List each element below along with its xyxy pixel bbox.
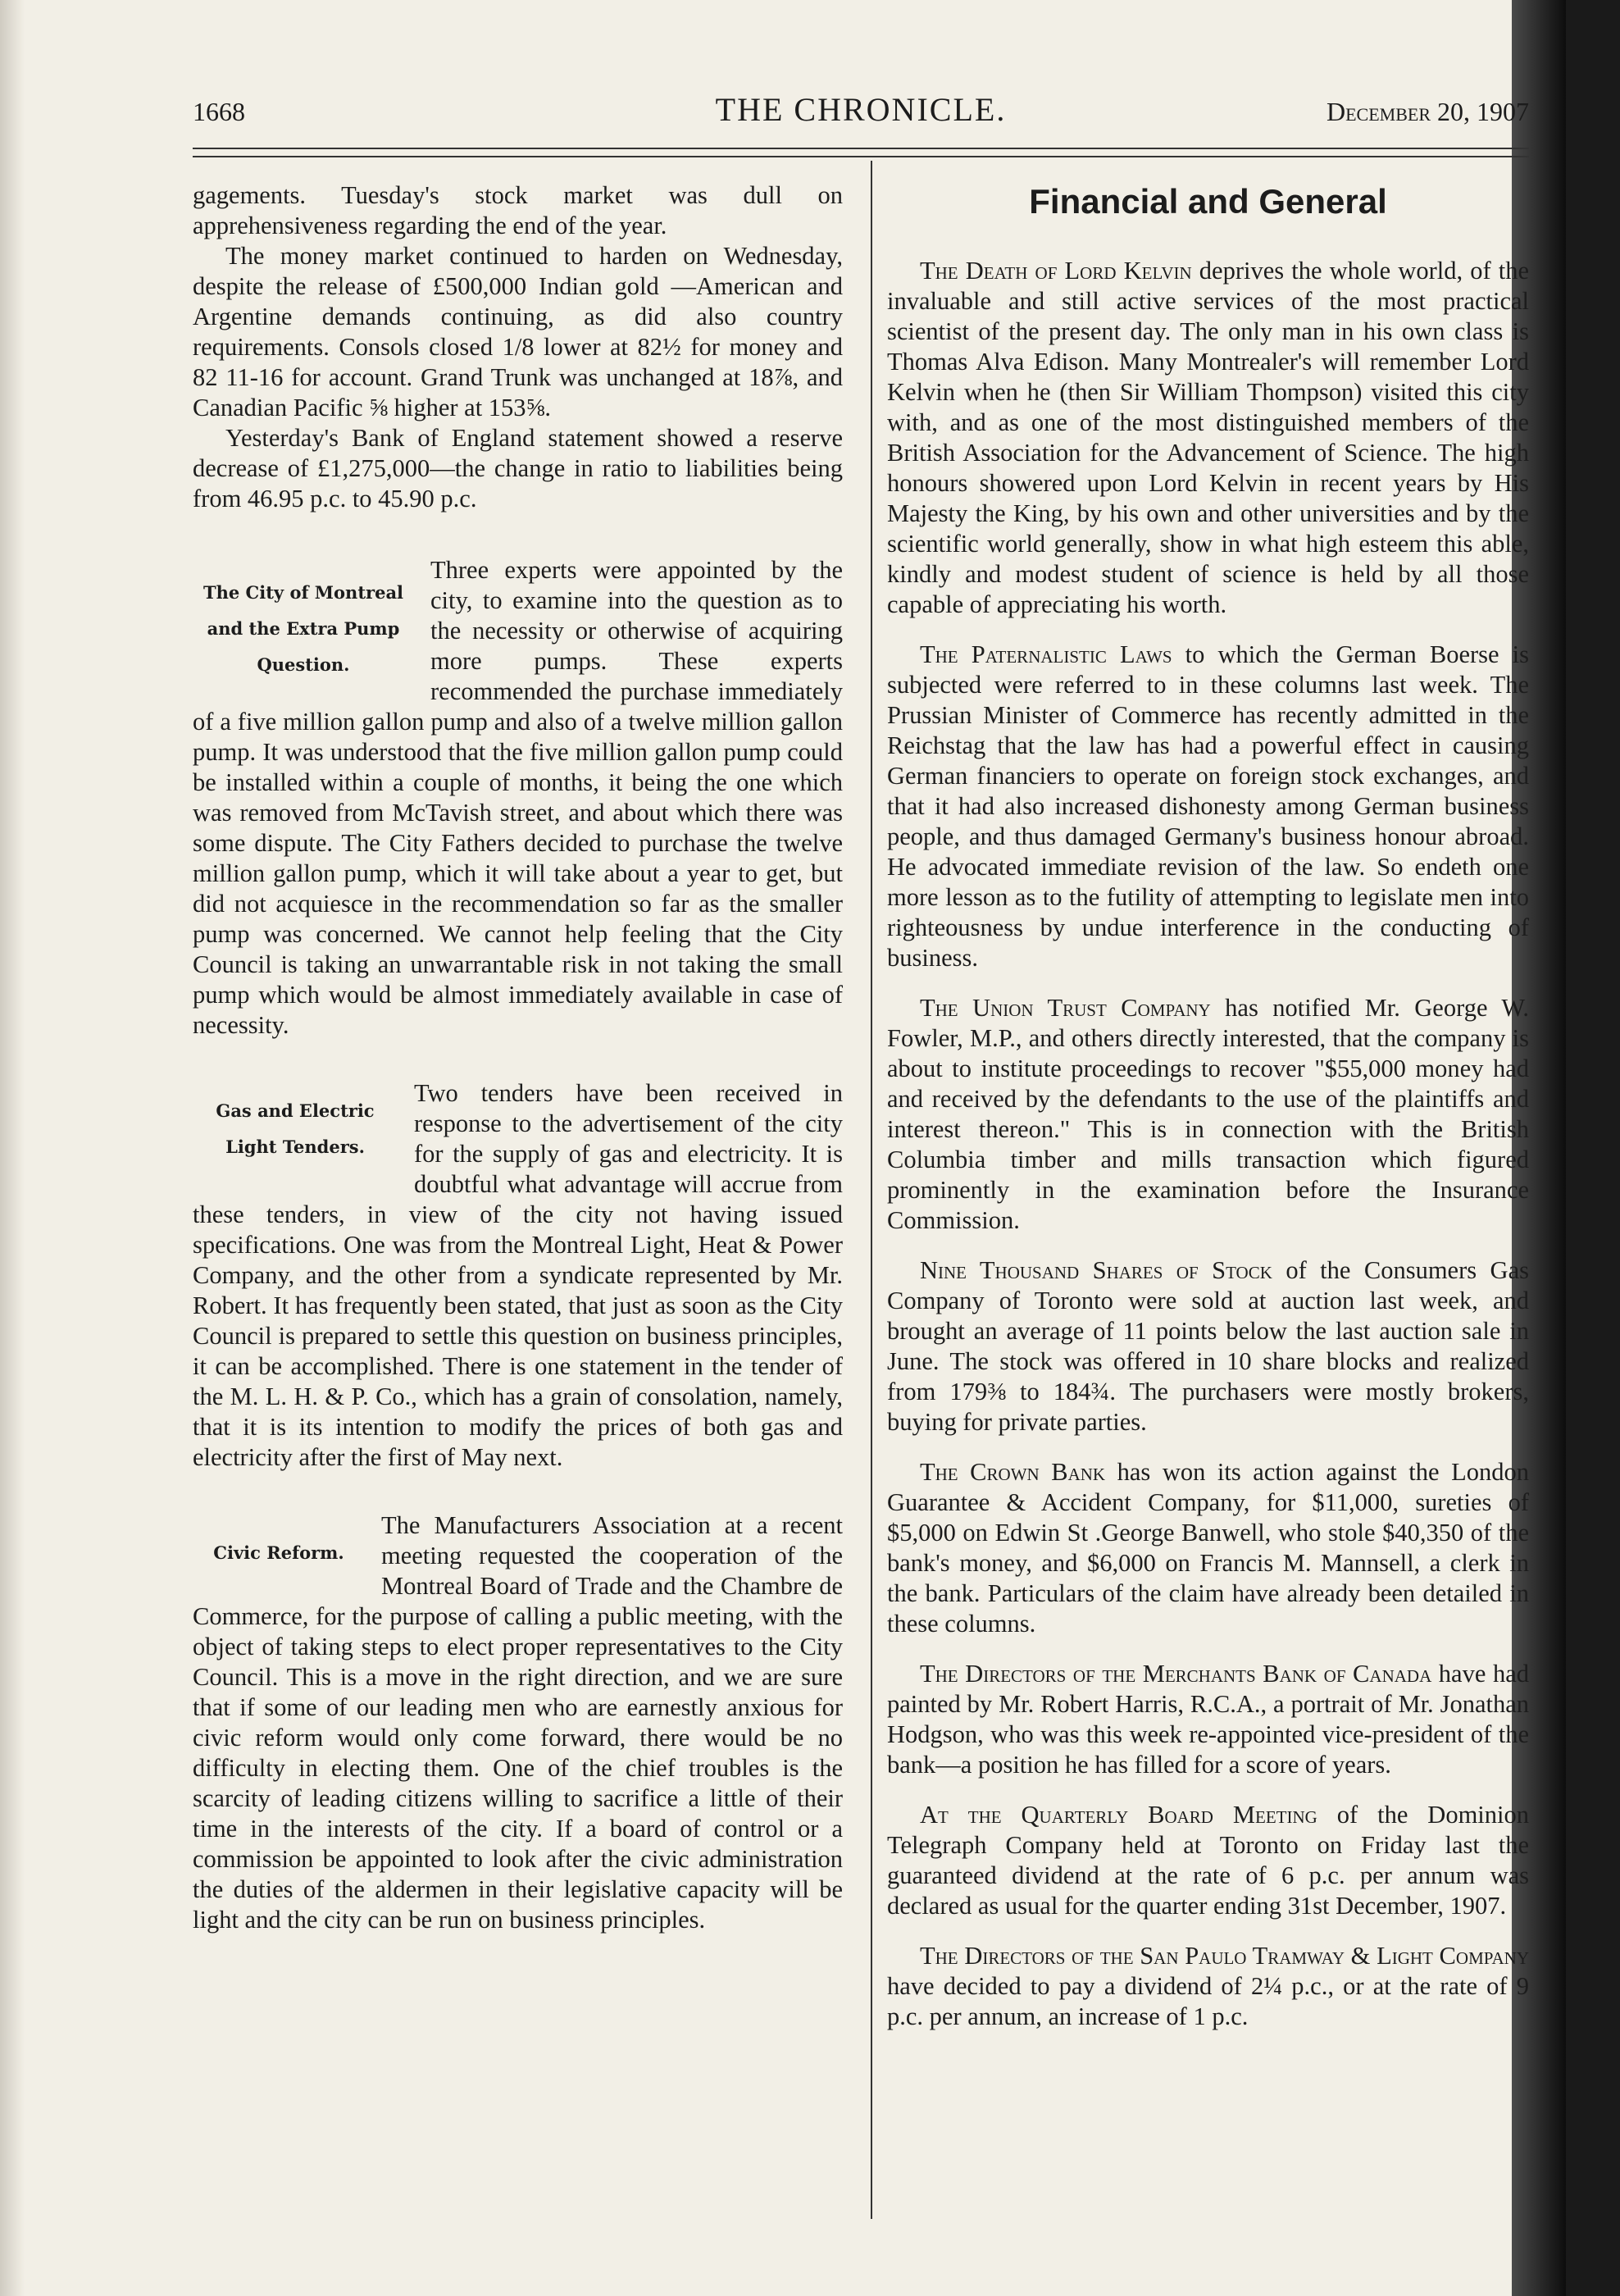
- opening-fragment: gagements. Tuesday's stock market was dull on apprehensiveness regarding the end of the year.: [193, 181, 843, 239]
- news-item: [887, 1255, 1529, 1437]
- item-text: have had painted by Mr. Robert Harris, R.C.A., a portrait of Mr. Jonathan Hodgson, who was this week re-appointed vice-president of the bank—a position he has filled for a score of years.: [887, 1660, 1529, 1779]
- item-lead: The Directors of the Merchants Bank of Canada: [920, 1660, 1432, 1688]
- item-lead: At the Quarterly Board Meeting: [920, 1801, 1317, 1829]
- news-item: [887, 640, 1529, 973]
- news-item: [887, 1941, 1529, 2032]
- news-item: [887, 1800, 1529, 1921]
- article-body: Two tenders have been received in response to the advertisement of the city for the supply of gas and electricity. It is doubtful what advantage will accrue from these tenders, in view of the city not having issued specifications. One was from the Montreal Light, Heat & Power Company, and the other from a syndicate represented by Mr. Robert. It has frequently been stated, that just as soon as the City Council is prepared to settle this question on business principles, it can be accomplished. There is one statement in the tender of the M. L. H. & P. Co., which has a grain of consolation, namely, that it is its intention to modify the prices of both gas and electricity after the first of May next.: [193, 1079, 843, 1471]
- column-divider: [871, 161, 872, 2219]
- article-body: Three experts were appointed by the city, to examine into the question as to the necessity or otherwise of acquiring more pumps. These experts recommended the purchase immediately of a five million gallon pump and also of a twelve million gallon pump. It was understood that the five million gallon pump could be installed within a couple of months, it being the one which was removed from McTavish street, and about which there was some dispute. The City Fathers decided to purchase the twelve million gallon pump, which it will take about a year to get, but did not acquiesce in the recommendation so far as the smaller pump was concerned. We cannot help feeling that the City Council is taking an unwarrantable risk in not taking the small pump which would be almost immediately available in case of necessity.: [193, 556, 843, 1039]
- side-heading: The City of Montreal and the Extra Pump Question.: [202, 582, 404, 675]
- page-binding-shadow: [0, 0, 25, 2296]
- money-market-paragraph: The money market continued to harden on Wednesday, despite the release of £500,000 Indian gold —American and Argentine demands continuing, as did also country requirements. Consols closed 1/8 lower at 82½ for money and 82 11-16 for account. Grand Trunk was unchanged at 18⅞, and Canadian Pacific ⅝ higher at 153⅝.: [193, 242, 843, 421]
- article-extra-pump: [193, 555, 843, 1041]
- news-item: [887, 256, 1529, 620]
- item-text: of the Dominion Telegraph Company held at Toronto on Friday last the guaranteed dividend at the rate of 6 p.c. per annum was declared as usual for the quarter ending 31st December, 1907.: [887, 1801, 1529, 1920]
- publication-title: THE CHRONICLE.: [715, 91, 1007, 128]
- item-text: to which the German Boerse is subjected were referred to in these columns last week. The Prussian Minister of Commerce has recently admitted in the Reichstag that the law has had a powerful effect in causing German financiers to operate on foreign stock exchanges, and that it had also increased dishonesty among German business people, and thus damaged Germany's business honour abroad. He advocated immediate revision of the law. So endeth one more lesson as to the futility of attempting to legislate men into righteousness by undue interference in the conducting of business.: [887, 640, 1529, 972]
- item-text: deprives the whole world, of the invaluable and still active services of the most practical scientist of the present day. The only man in his own class is Thomas Alva Edison. Many Montrealer's will remember Lord Kelvin when he (then Sir William Thompson) visited this city with, and as one of the most distinguished members of the British Association for the Advancement of Science. The high honours showered upon Lord Kelvin in recent years by His Majesty the King, by his own and other universities and by the scientific world generally, show in what high esteem this able, kindly and modest student of science is held by all those capable of appreciating his worth.: [887, 257, 1529, 618]
- left-column: [193, 180, 843, 1935]
- right-column: [887, 180, 1529, 2052]
- section-title: Financial and General: [1029, 182, 1387, 221]
- article-body: The Manufacturers Association at a recent meeting requested the cooperation of the Montreal Board of Trade and the Chambre de Commerce, for the purpose of calling a public meeting, with the object of taking steps to elect proper representatives to the City Council. This is a move in the right direction, and we are sure that if some of our leading men who are earnestly anxious for civic reform would only come forward, there would be no difficulty in electing them. One of the chief troubles is the scarcity of leading citizens willing to sacrifice a little of their time in the interests of the city. If a board of control or a commission be appointed to look after the civic administration the duties of the aldermen in their legislative capacity will be light and the city can be run on business principles.: [193, 1511, 843, 1934]
- side-heading: Civic Reform.: [213, 1542, 344, 1563]
- item-lead: The Death of Lord Kelvin: [920, 257, 1192, 285]
- item-text: has won its action against the London Guarantee & Accident Company, for $11,000, sureties of $5,000 on Edwin St .George Banwell, who stole $40,350 of the bank's money, and $6,000 on Francis M. Mannsell, a clerk in the bank. Particulars of the claim have already been detailed in these columns.: [887, 1458, 1529, 1638]
- item-lead: Nine Thousand Shares of Stock: [920, 1256, 1272, 1284]
- article-gas-electric: [193, 1078, 843, 1473]
- item-text: has notified Mr. George W. Fowler, M.P., and others directly interested, that the company is about to institute proceedings to recover "$55,000 money had and received by the defendants to the use of the plaintiffs and interest thereon." This is in connection with the British Columbia timber and mills transaction which figured prominently in the examination before the Insurance Commission.: [887, 994, 1529, 1234]
- news-item: [887, 1457, 1529, 1639]
- item-lead: The Crown Bank: [920, 1458, 1106, 1486]
- article-civic-reform: [193, 1510, 843, 1935]
- news-item: [887, 993, 1529, 1236]
- bank-of-england-paragraph: Yesterday's Bank of England statement showed a reserve decrease of £1,275,000—the change in ratio to liabilities being from 46.95 p.c. to 45.90 p.c.: [193, 424, 843, 512]
- side-heading: Gas and Electric Light Tenders.: [216, 1100, 375, 1157]
- item-text: have decided to pay a dividend of 2¼ p.c., or at the rate of 9 p.c. per annum, an increase of 1 p.c.: [887, 1972, 1529, 2030]
- item-text: of the Consumers Gas Company of Toronto were sold at auction last week, and brought an average of 11 points below the last auction sale in June. The stock was offered in 10 share blocks and realized from 179⅜ to 184¾. The purchasers were mostly brokers, buying for private parties.: [887, 1256, 1529, 1436]
- page-header: [193, 90, 1529, 139]
- item-lead: The Union Trust Company: [920, 994, 1211, 1022]
- item-lead: The Paternalistic Laws: [920, 640, 1172, 668]
- page-number: 1668: [193, 97, 245, 126]
- item-lead: The Directors of the San Paulo Tramway & Light Company: [920, 1942, 1529, 1970]
- news-item: [887, 1659, 1529, 1780]
- header-rule: [193, 148, 1529, 157]
- issue-date: December 20, 1907: [1326, 97, 1529, 126]
